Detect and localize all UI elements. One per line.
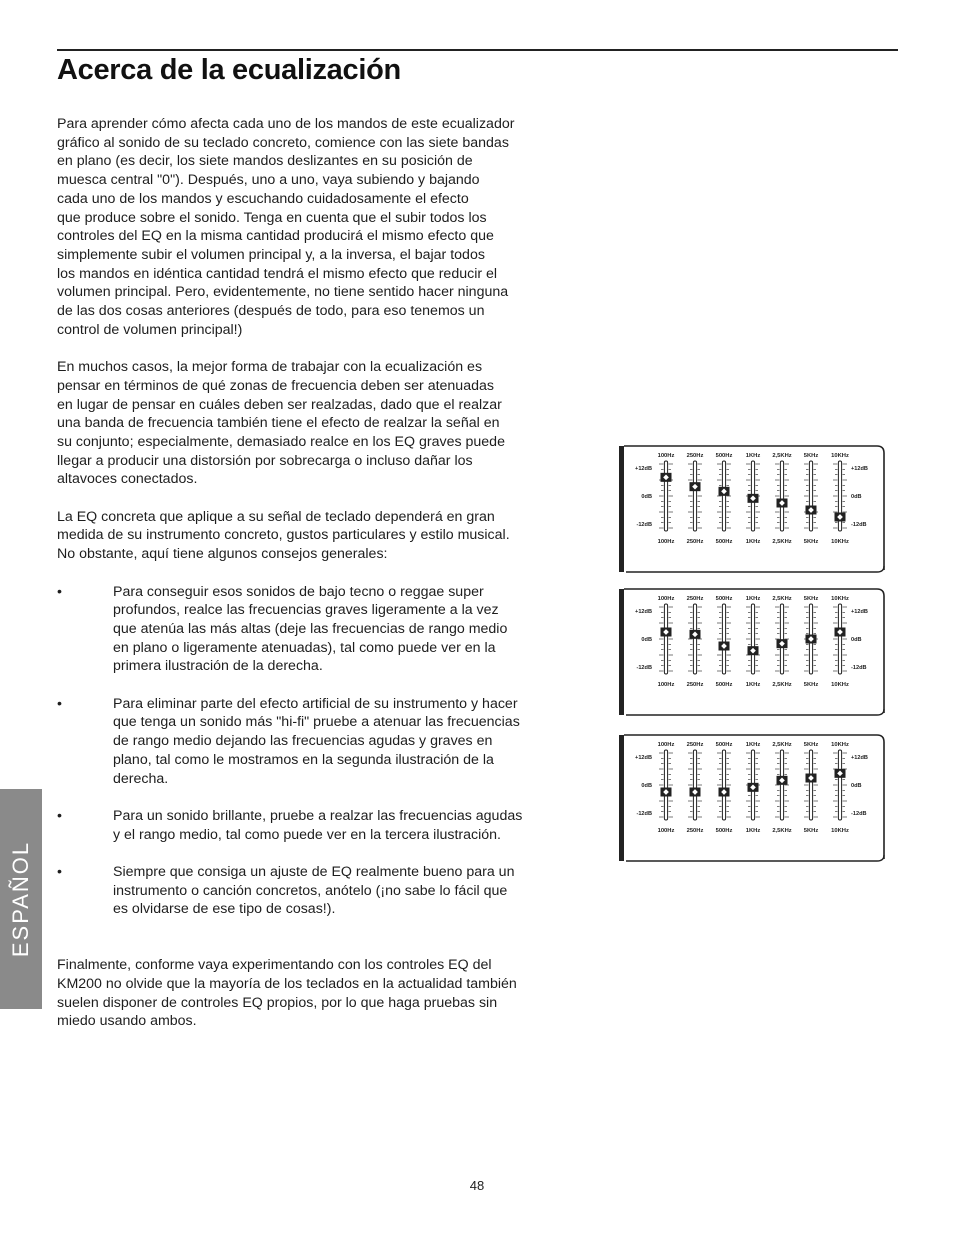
- bullet-text: Para eliminar parte del efecto artificial de su instrumento y hacer que tenga un sonido más "hi-fi" pruebe a atenuar las frecuencias de rango medio dejando las frecuencias agudas y graves en plano, tal como le mostramos en la segunda ilustración de la derecha.: [113, 695, 520, 787]
- band-label-bottom: 100Hz: [657, 828, 675, 834]
- band-label-bottom: 1KHz: [745, 539, 761, 545]
- paragraph: En muchos casos, la mejor forma de trabajar con la ecualización es pensar en términos de qué zonas de frecuencia deben ser atenuadas en lugar de pensar en cuáles deben ser realzadas, dado que el realzar una banda de frecuencia también tiene el efecto de realzar la señal en su conjunto; especialmente, demasiado realce en los EQ graves puede llegar a producir una distorsión por sobrecarga o incluso dañar los altavoces conectados.: [57, 359, 505, 488]
- band-label-top: 5KHz: [803, 453, 819, 459]
- slider-track: [722, 750, 725, 820]
- scale-label-right: -12dB: [851, 665, 867, 671]
- band-label-top: 500Hz: [715, 596, 733, 602]
- scale-label-right: +12dB: [851, 755, 868, 761]
- band-label-top: 500Hz: [715, 453, 733, 459]
- eq-illustration-1: [612, 442, 892, 582]
- final-paragraph: Finalmente, conforme vaya experimentando con los controles EQ del KM200 no olvide que la mayoría de los teclados en la actualidad también suelen disponer de controles EQ propios, por lo que haga pruebas sin miedo usando ambos.: [57, 957, 517, 1030]
- eq-illustration-3: [612, 731, 892, 871]
- slider-track: [722, 604, 725, 674]
- scale-label-left: -12dB: [636, 522, 652, 528]
- list-item: [57, 863, 537, 919]
- band-label-top: 1KHz: [745, 596, 761, 602]
- band-label-bottom: 100Hz: [657, 682, 675, 688]
- band-label-bottom: 10KHz: [831, 682, 849, 688]
- band-label-bottom: 500Hz: [715, 828, 733, 834]
- scale-label-right: 0dB: [851, 494, 862, 500]
- band-label-top: 10KHz: [831, 453, 849, 459]
- scale-label-right: +12dB: [851, 609, 868, 615]
- body-text: [57, 115, 537, 1050]
- bullet-icon: •: [57, 695, 62, 712]
- header-rule: [57, 49, 898, 51]
- scale-label-right: 0dB: [851, 637, 862, 643]
- slider-track: [838, 604, 841, 674]
- band-label-top: 2,5KHz: [772, 453, 792, 459]
- slider-track: [693, 604, 696, 674]
- list-item: [57, 695, 537, 789]
- scale-label-right: +12dB: [851, 466, 868, 472]
- bullet-text: Siempre que consiga un ajuste de EQ realmente bueno para un instrumento o canción concretos, anótelo (¡no sabe lo fácil que es olvidarse de ese tipo de cosas!).: [113, 864, 515, 918]
- list-item: [57, 583, 537, 677]
- slider-track: [751, 604, 754, 674]
- language-tab-label: ESPAÑOL: [8, 840, 33, 958]
- scale-label-left: -12dB: [636, 811, 652, 817]
- slider-track: [693, 461, 696, 531]
- band-label-top: 10KHz: [831, 596, 849, 602]
- band-label-bottom: 100Hz: [657, 539, 675, 545]
- paragraph: La EQ concreta que aplique a su señal de teclado dependerá en gran medida de su instrumento concreto, gustos particulares y estilo musical. No obstante, aquí tiene algunos consejos generales:: [57, 508, 510, 563]
- band-label-bottom: 250Hz: [686, 682, 704, 688]
- panel-edge: [619, 589, 624, 715]
- slider-track: [722, 461, 725, 531]
- slider-track: [780, 750, 783, 820]
- band-label-top: 2,5KHz: [772, 742, 792, 748]
- scale-label-left: 0dB: [641, 637, 652, 643]
- slider-track: [809, 461, 812, 531]
- slider-track: [693, 750, 696, 820]
- scale-label-left: +12dB: [635, 466, 652, 472]
- eq-illustration-2: [612, 585, 892, 725]
- bullet-text: Para conseguir esos sonidos de bajo tecno o reggae super profundos, realce las frecuencias graves ligeramente a la vez que atenúa las más altas (deje las frecuencias de rango medio en plano o ligeramente atenuadas), tal como puede ver en la primera ilustración de la derecha.: [113, 583, 508, 675]
- scale-label-left: +12dB: [635, 609, 652, 615]
- panel-edge: [619, 735, 624, 861]
- slider-track: [838, 750, 841, 820]
- band-label-top: 500Hz: [715, 742, 733, 748]
- band-label-top: 100Hz: [657, 596, 675, 602]
- band-label-bottom: 500Hz: [715, 539, 733, 545]
- band-label-top: 250Hz: [686, 453, 704, 459]
- band-label-bottom: 250Hz: [686, 828, 704, 834]
- band-label-bottom: 2,5KHz: [772, 682, 792, 688]
- bullet-text: Para un sonido brillante, pruebe a realzar las frecuencias agudas y el rango medio, tal como puede ver en la tercera ilustración.: [113, 807, 523, 843]
- slider-track: [780, 604, 783, 674]
- band-label-top: 1KHz: [745, 742, 761, 748]
- band-label-bottom: 1KHz: [745, 682, 761, 688]
- band-label-bottom: 2,5KHz: [772, 828, 792, 834]
- band-label-bottom: 10KHz: [831, 828, 849, 834]
- band-label-bottom: 250Hz: [686, 539, 704, 545]
- band-label-bottom: 5KHz: [803, 539, 819, 545]
- slider-track: [664, 461, 667, 531]
- page-number: 48: [469, 1178, 485, 1193]
- band-label-top: 250Hz: [686, 596, 704, 602]
- band-label-top: 5KHz: [803, 596, 819, 602]
- band-label-top: 100Hz: [657, 453, 675, 459]
- slider-track: [664, 604, 667, 674]
- panel-outline: [626, 709, 884, 715]
- panel-outline: [626, 855, 884, 861]
- panel-outline: [626, 566, 884, 572]
- band-label-top: 100Hz: [657, 742, 675, 748]
- scale-label-right: -12dB: [851, 811, 867, 817]
- slider-track: [664, 750, 667, 820]
- scale-label-left: +12dB: [635, 755, 652, 761]
- band-label-top: 1KHz: [745, 453, 761, 459]
- bullet-icon: •: [57, 807, 62, 824]
- language-tab: [0, 789, 42, 1009]
- bullet-icon: •: [57, 583, 62, 600]
- band-label-bottom: 2,5KHz: [772, 539, 792, 545]
- band-label-bottom: 5KHz: [803, 828, 819, 834]
- band-label-bottom: 500Hz: [715, 682, 733, 688]
- scale-label-left: 0dB: [641, 783, 652, 789]
- slider-track: [780, 461, 783, 531]
- paragraph: Para aprender cómo afecta cada uno de los mandos de este ecualizador gráfico al sonido de su teclado concreto, comience con las siete bandas en plano (es decir, los siete mandos deslizantes en su posición de muesca central "0"). Después, uno a uno, vaya subiendo y bajando cada uno de los mandos y escuchando cuidadosamente el efecto que produce sobre el sonido. Tenga en cuenta que el subir todos los controles del EQ en la misma cantidad producirá el mismo efecto que simplemente subir el volumen principal y, a la inversa, el bajar todos los mandos en idéntica cantidad tendrá el mismo efecto que reducir el volumen principal. Pero, evidentemente, no tiene sentido hacer ninguna de las dos cosas anteriores (después de todo, para eso tenemos un control de volumen principal!): [57, 116, 515, 338]
- panel-edge: [619, 446, 624, 572]
- band-label-bottom: 1KHz: [745, 828, 761, 834]
- scale-label-left: 0dB: [641, 494, 652, 500]
- band-label-bottom: 10KHz: [831, 539, 849, 545]
- bullet-icon: •: [57, 864, 62, 881]
- slider-track: [809, 750, 812, 820]
- band-label-top: 2,5KHz: [772, 596, 792, 602]
- band-label-top: 250Hz: [686, 742, 704, 748]
- page-title: Acerca de la ecualización: [57, 54, 401, 86]
- list-item: [57, 807, 537, 844]
- band-label-top: 10KHz: [831, 742, 849, 748]
- band-label-top: 5KHz: [803, 742, 819, 748]
- scale-label-left: -12dB: [636, 665, 652, 671]
- scale-label-right: -12dB: [851, 522, 867, 528]
- scale-label-right: 0dB: [851, 783, 862, 789]
- band-label-bottom: 5KHz: [803, 682, 819, 688]
